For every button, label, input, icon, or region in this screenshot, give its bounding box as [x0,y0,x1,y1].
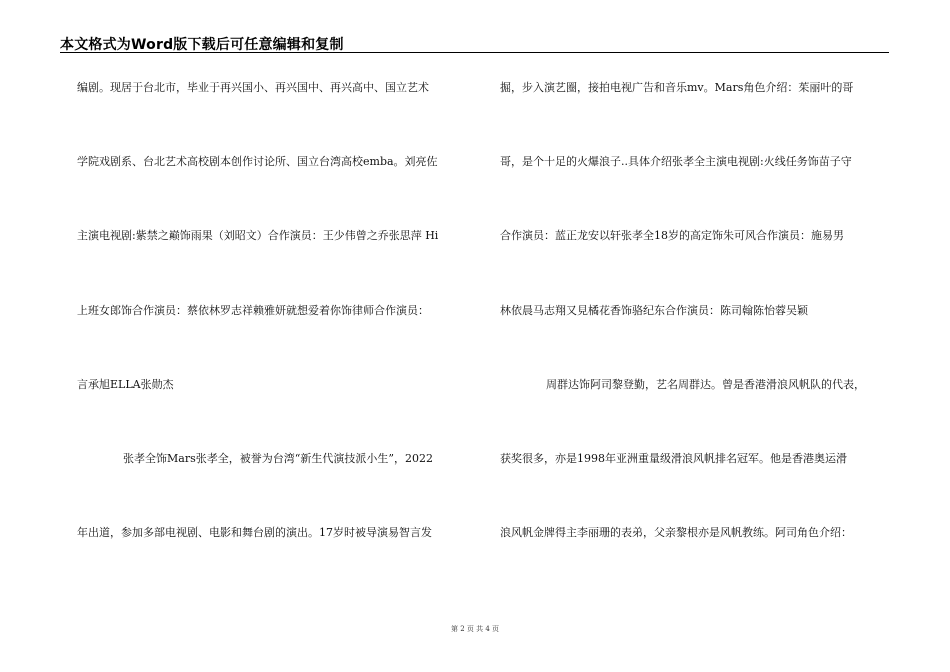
text-line: 学院戏剧系、台北艺术高校剧本创作讨论所、国立台湾高校emba。刘亮佐 [77,155,438,168]
text-line: 言承旭ELLA张勋杰 [77,378,174,391]
document-header-title: 本文格式为Word版下载后可任意编辑和复制 [60,37,344,53]
text-line: 编剧。现居于台北市，毕业于再兴国小、再兴国中、再兴高中、国立艺术 [77,81,429,94]
text-line: 林依晨马志翔又見橘花香饰骆纪东合作演员：陈司翰陈怡蓉吴颖 [500,304,808,317]
text-line: 上班女郎饰合作演员：蔡依林罗志祥赖雅妍就想爱着你饰律师合作演员： [77,304,429,317]
paragraph-start-line: 周群达饰阿司黎登勤，艺名周群达。曾是香港滑浪风帆队的代表， [546,378,865,391]
text-line: 浪风帆金牌得主李丽珊的表弟，父亲黎根亦是风帆教练。阿司角色介绍： [500,526,852,539]
left-text-column [77,0,467,672]
page-number: 第 2 页 共 4 页 [450,625,500,633]
paragraph-start-line: 张孝全饰Mars张孝全，被誉为台湾“新生代演技派小生”，2022 [123,452,433,465]
text-line: 年出道，参加多部电视剧、电影和舞台剧的演出。17岁时被导演易智言发 [77,526,432,539]
text-line: 主演电视剧:紫禁之巅饰雨果（刘昭文）合作演员：王少伟曾之乔张思萍 Hi [77,229,439,242]
text-line: 获奖很多，亦是1998年亚洲重量级滑浪风帆排名冠军。他是香港奥运滑 [500,452,847,465]
text-line: 合作演员：蓝正龙安以轩张孝全18岁的高定饰朱可风合作演员：施易男 [500,229,844,242]
text-line: 哥，是个十足的火爆浪子..具体介绍张孝全主演电视剧:火线任务饰苗子守 [500,155,852,168]
right-text-column [500,0,890,672]
text-line: 掘，步入演艺圈，接拍电视广告和音乐mv。Mars角色介绍：茱丽叶的哥 [500,81,854,94]
